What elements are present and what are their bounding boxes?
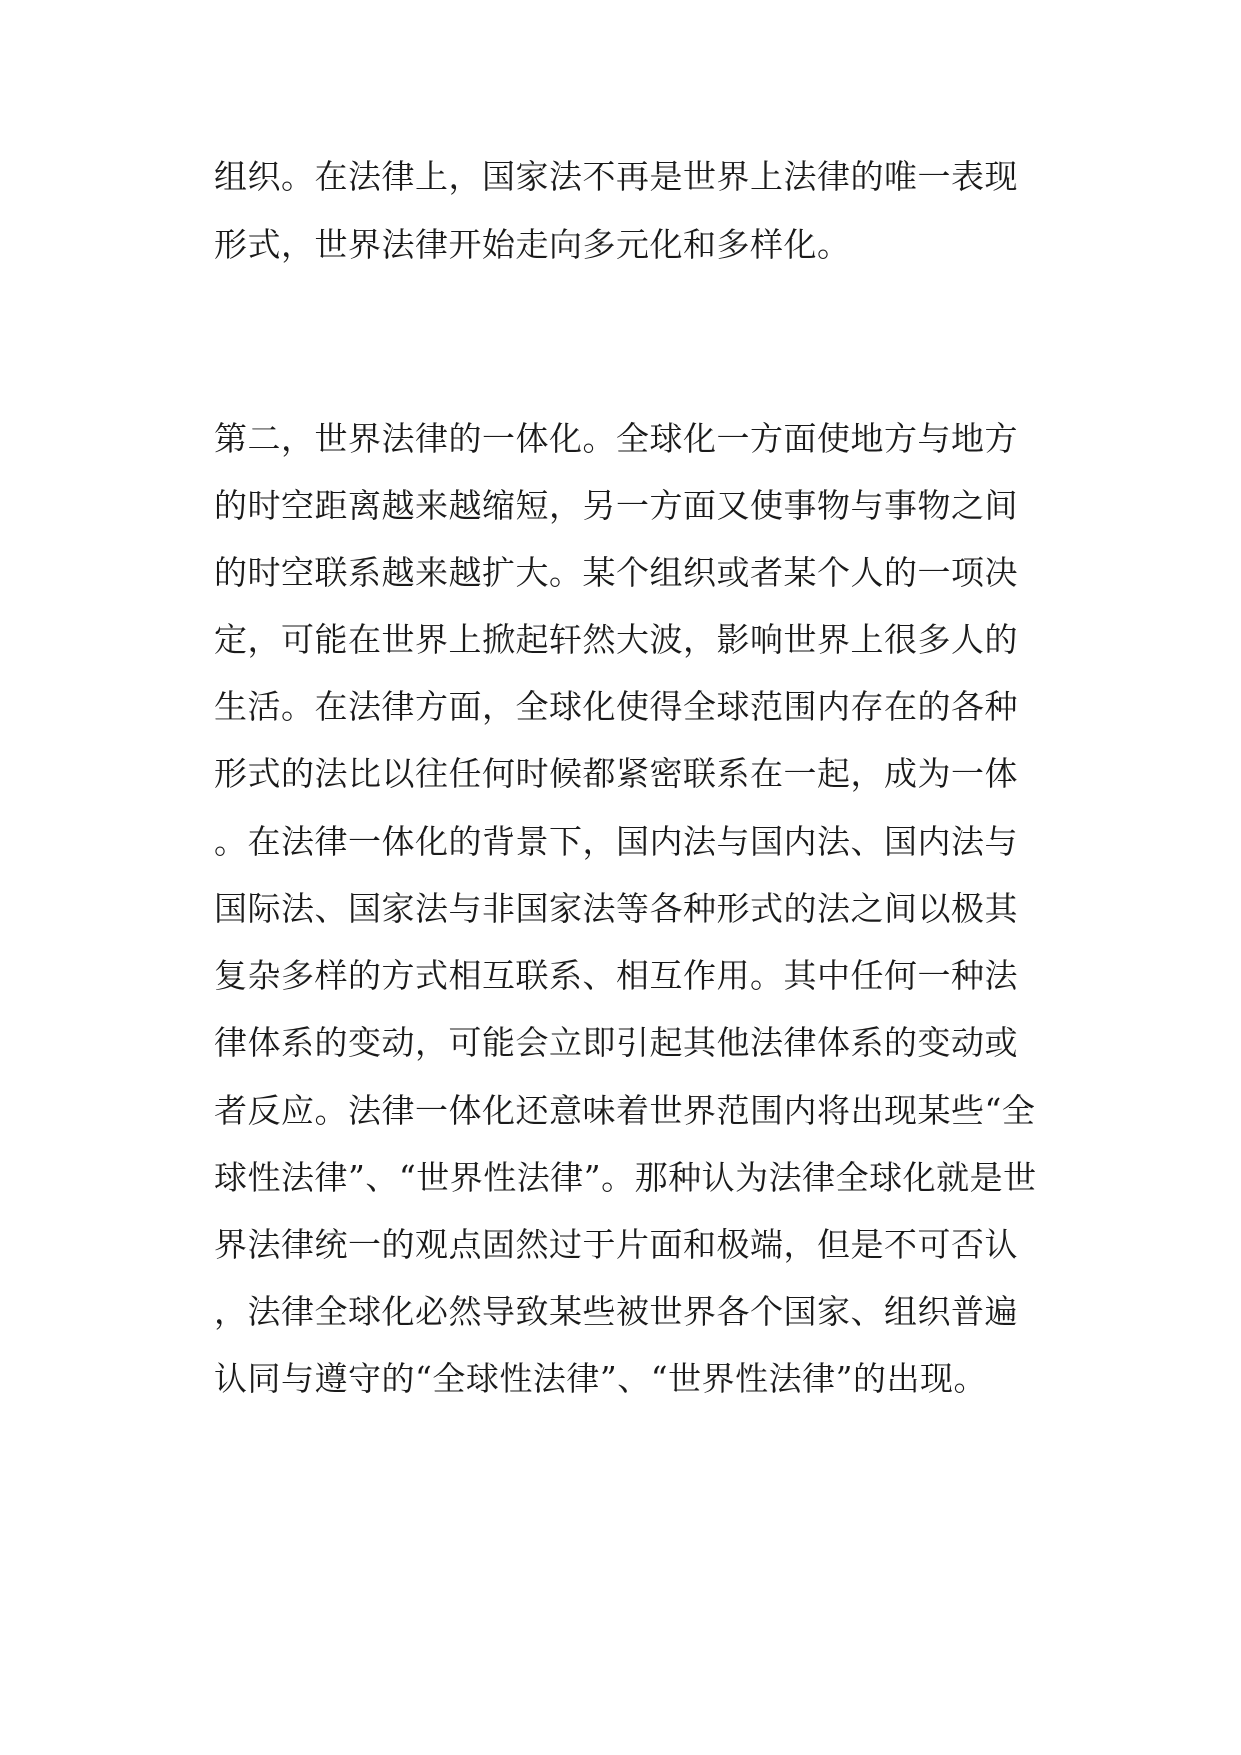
paragraph-2-line-12: 球性法律”、“世界性法律”。那种认为法律全球化就是世	[214, 1158, 1037, 1197]
paragraph-2-line-6: 形式的法比以往任何时候都紧密联系在一起，成为一体	[214, 754, 1018, 793]
paragraph-2-line-4: 定，可能在世界上掀起轩然大波，影响世界上很多人的	[214, 620, 1018, 659]
paragraph-2-line-11: 者反应。法律一体化还意味着世界范围内将出现某些“全	[214, 1091, 1036, 1130]
paragraph-2-line-9: 复杂多样的方式相互联系、相互作用。其中任何一种法	[214, 956, 1018, 995]
paragraph-2-line-7: 。在法律一体化的背景下，国内法与国内法、国内法与	[214, 822, 1018, 861]
paragraph-1-line-2: 形式，世界法律开始走向多元化和多样化。	[214, 225, 851, 264]
paragraph-2-line-10: 律体系的变动，可能会立即引起其他法律体系的变动或	[214, 1023, 1018, 1062]
paragraph-2-line-5: 生活。在法律方面，全球化使得全球范围内存在的各种	[214, 687, 1018, 726]
paragraph-2-line-2: 的时空距离越来越缩短，另一方面又使事物与事物之间	[214, 486, 1018, 525]
paragraph-2-line-13: 界法律统一的观点固然过于片面和极端，但是不可否认	[214, 1225, 1018, 1264]
paragraph-2-line-3: 的时空联系越来越扩大。某个组织或者某个人的一项决	[214, 553, 1018, 592]
paragraph-2-line-1: 第二，世界法律的一体化。全球化一方面使地方与地方	[214, 419, 1018, 458]
paragraph-2-line-8: 国际法、国家法与非国家法等各种形式的法之间以极其	[214, 889, 1018, 928]
paragraph-2-line-14: ，法律全球化必然导致某些被世界各个国家、组织普遍	[214, 1292, 1018, 1331]
paragraph-1-line-1: 组织。在法律上，国家法不再是世界上法律的唯一表现	[214, 157, 1018, 196]
paragraph-2-line-15: 认同与遵守的“全球性法律”、“世界性法律”的出现。	[214, 1359, 987, 1398]
